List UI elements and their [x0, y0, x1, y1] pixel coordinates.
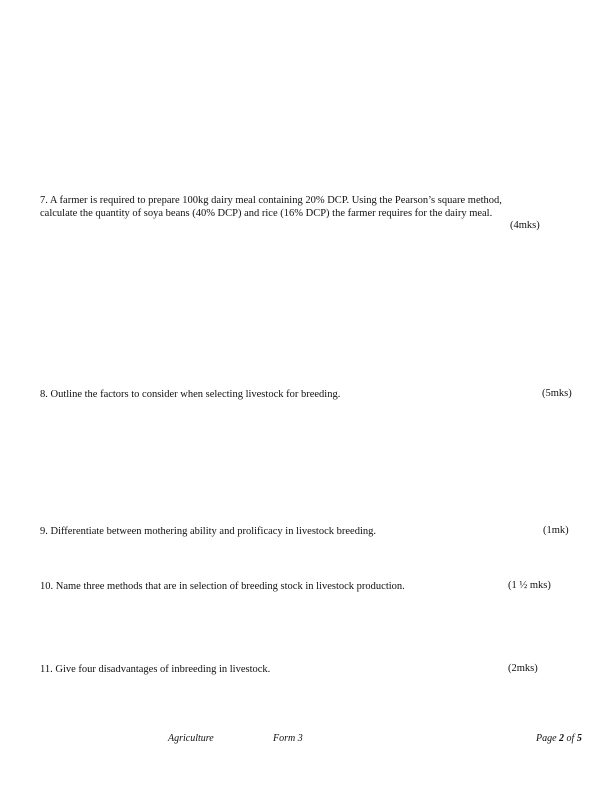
marks-label: (4mks)	[510, 220, 540, 231]
footer-subject: Agriculture	[168, 733, 214, 744]
question-text: Differentiate between mothering ability and prolificacy in livestock breeding.	[50, 526, 376, 537]
question-number: 10.	[40, 581, 54, 592]
question-text-line2: calculate the quantity of soya beans (40% DCP) and rice (16% DCP) the farmer requires for the dairy meal.	[40, 208, 493, 219]
question-number: 7.	[40, 195, 48, 206]
question-text: Name three methods that are in selection of breeding stock in livestock production.	[55, 581, 405, 592]
footer-page-number: Page 2 of 5	[536, 733, 582, 744]
question-number: 9.	[40, 526, 48, 537]
question-text: Outline the factors to consider when selecting livestock for breeding.	[50, 389, 341, 400]
marks-label: (1 ½ mks)	[508, 580, 551, 591]
marks-label: (5mks)	[542, 388, 572, 399]
question-text: Give four disadvantages of inbreeding in livestock.	[55, 664, 271, 675]
question-text-line1: A farmer is required to prepare 100kg dairy meal containing 20% DCP. Using the Pearson’s square method,	[49, 195, 502, 206]
marks-label: (2mks)	[508, 663, 538, 674]
footer-form: Form 3	[273, 733, 303, 744]
question-number: 8.	[40, 389, 48, 400]
question-number: 11.	[40, 664, 53, 675]
marks-label: (1mk)	[543, 525, 569, 536]
